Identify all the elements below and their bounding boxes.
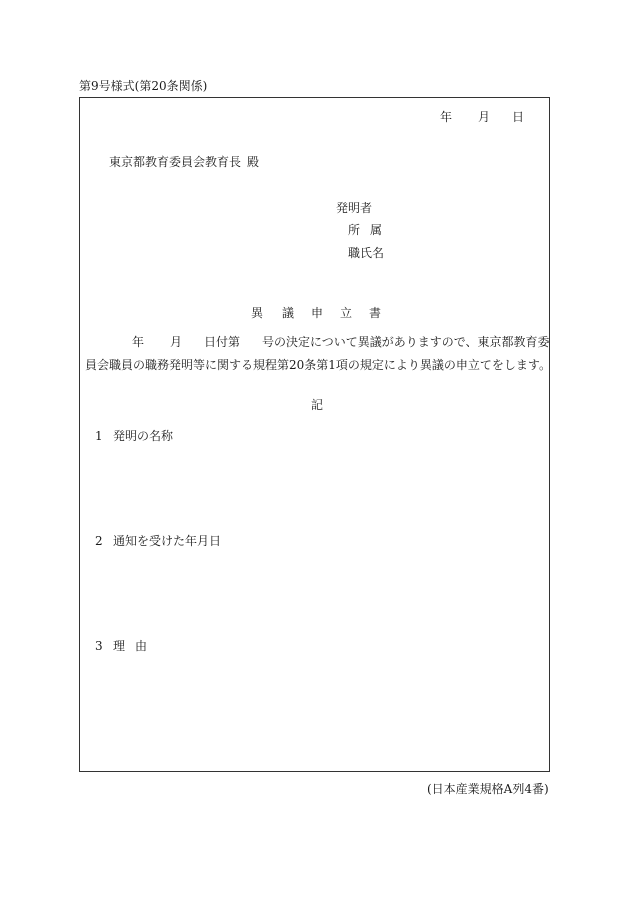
date-day-label: 日: [512, 110, 525, 124]
addressee-name: 東京都教育委員会教育長: [109, 155, 242, 169]
body-month-label: 月: [170, 335, 183, 349]
body-year-label: 年: [132, 335, 145, 349]
item-label-reason-part-2: 由: [135, 639, 148, 653]
document-title-char: 立: [340, 306, 353, 320]
item-label-notification-date: 通知を受けた年月日: [113, 534, 222, 548]
item-label-invention-name: 発明の名称: [113, 429, 174, 443]
position-name-label: 職氏名: [348, 246, 385, 260]
date-month-label: 月: [478, 110, 491, 124]
addressee-honorific: 殿: [247, 155, 260, 169]
date-year-label: 年: [440, 110, 453, 124]
item-label-reason-part-1: 理: [113, 639, 126, 653]
document-title-char: 申: [311, 306, 324, 320]
body-decision-text: 号の決定について異議がありますので、東京都教育委: [262, 335, 550, 349]
paper-size-note: (日本産業規格A列4番): [427, 782, 549, 796]
document-title-char: 議: [282, 306, 295, 320]
item-number: 3: [95, 639, 103, 653]
item-number: 2: [95, 534, 103, 548]
affiliation-label-part-1: 所: [348, 223, 361, 237]
item-number: 1: [95, 429, 103, 443]
ki-heading: 記: [311, 398, 324, 412]
document-title-char: 書: [369, 306, 382, 320]
body-dated-number-label: 日付第: [204, 335, 241, 349]
body-text-line-2: 員会職員の職務発明等に関する規程第20条第1項の規定により異議の申立てをします。: [85, 358, 551, 372]
inventor-label: 発明者: [336, 201, 373, 215]
document-title-char: 異: [251, 306, 264, 320]
affiliation-label-part-2: 属: [370, 223, 383, 237]
form-number-label: 第9号様式(第20条関係): [79, 79, 208, 93]
